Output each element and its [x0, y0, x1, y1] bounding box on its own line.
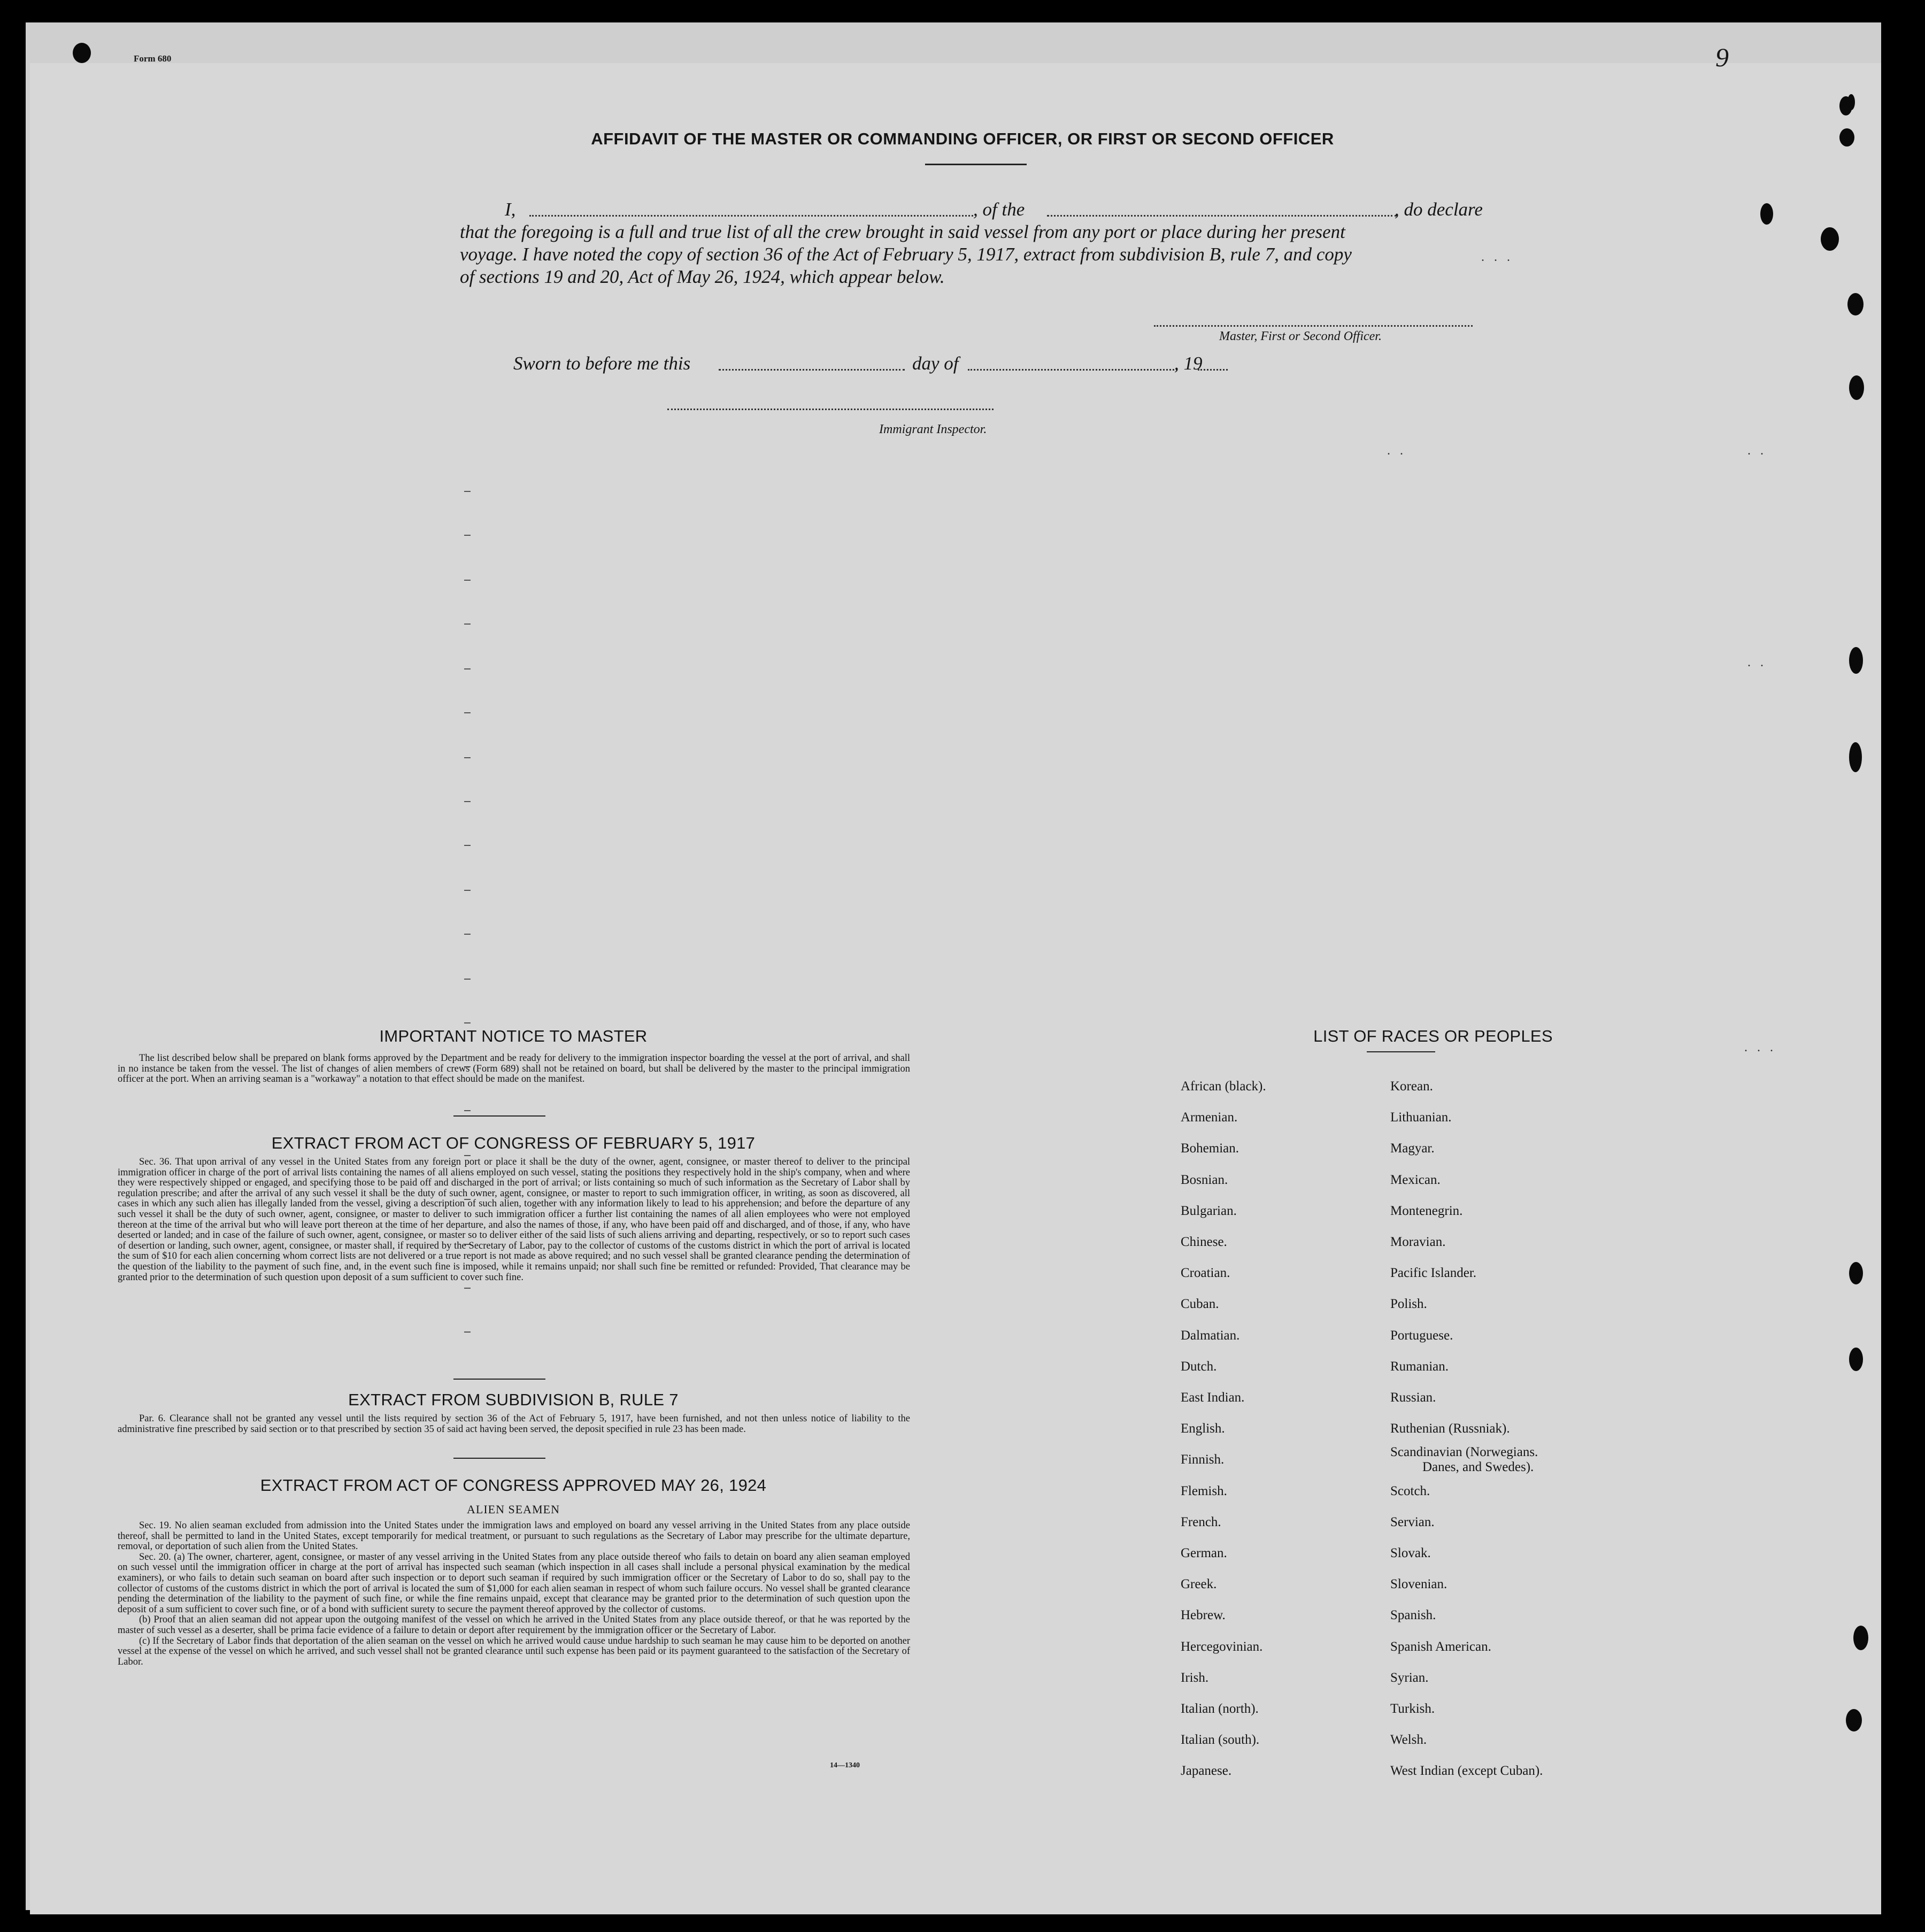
race-item: Italian (south).: [1181, 1733, 1260, 1748]
par-6-paragraph: Par. 6. Clearance shall not be granted any vessel until the lists required by section 36 of the Act of February 5, 1917, have been furnished, and not then unless notice of liability to the administrative fine prescribed by said section or to that prescribed by section 35 of said act having been served, the deposit specified in rule 23 has been made.: [118, 1413, 910, 1435]
binder-hole: [1847, 94, 1855, 110]
declaration-line-4: of sections 19 and 20, Act of May 26, 1924, which appear below.: [460, 266, 945, 287]
alien-seamen-subtitle: ALIEN SEAMEN: [467, 1503, 560, 1516]
margin-tick: [464, 1288, 471, 1289]
sec-36-paragraph: Sec. 36. That upon arrival of any vessel in the United States from any foreign port or place it shall be the duty of the owner, agent, consignee, or master thereof to deliver to the principal immigration officer in charge of the port of arrival lists containing the names of all aliens employed on such vessel, stating the positions they respectively hold in the ship's company, when and where they were respectively shipped or engaged, and specifying those to be paid off and discharged in the port of arrival; or lists containing so much of such information as the Secretary of Labor shall by regulation prescribe; and after the arrival of any such vessel it shall be the duty of such owner, agent, consignee, or master to report to such immigration officer, in writing, as soon as discovered, all cases in which any such alien has illegally landed from the vessel, giving a description of such alien, together with any information likely to lead to his apprehension; and before the departure of any such vessel it shall be the duty of such owner, agent, consignee, or master to deliver to such immigration officer a further list containing the names of all alien employees who were not employed thereon at the time of the arrival but who will leave port thereon at the time of her departure, and also the names of those, if any, who have been paid off and discharged, and of those, if any, who have deserted or landed; and in case of the failure of such owner, agent, consignee, or master so to deliver either of the said lists of such aliens arriving and departing, respectively, or so to report such cases of desertion or landing, such owner, agent, consignee, or master shall, if required by the Secretary of Labor, pay to the collector of customs of the customs district in which the port of arrival is located the sum of $10 for each alien concerning whom correct lists are not delivered or a true report is not made as above required; and no such vessel shall be granted clearance pending the determination of the question of the liability to the payment of such fine, and, in the event such fine is imposed, while it remains unpaid; nor shall such fine be remitted or refunded: Provided, That clearance may be granted prior to the determination of such question upon deposit of a sum sufficient to cover such fine.: [118, 1157, 910, 1283]
margin-tick: [464, 1110, 471, 1111]
sworn-year-prefix: , 19: [1174, 353, 1203, 374]
binder-hole: [1760, 203, 1773, 225]
form-number: Form 680: [134, 53, 172, 64]
master-caption: Master, First or Second Officer.: [1219, 329, 1382, 343]
binder-hole: [1849, 742, 1862, 772]
sec-20a-paragraph: Sec. 20. (a) The owner, charterer, agent, consignee, or master of any vessel arriving in the United States from any place outside thereof who fails to detain on board any alien seaman employed on such vessel until the immigration officer in charge at the port of arrival has inspected such seaman (which inspection in all cases shall include a personal physical examination by the medical examiners), or who fails to detain such seaman on board after such inspection or to deport such seaman if required by such immigration officer or the Secretary of Labor to do so, shall pay to the collector of customs of the customs district in which the port of arrival is located the sum of $1,000 for each alien seaman in respect of whom such failure occurs. No vessel shall be granted clearance pending the determination of the liability to the payment of such fine, or while the fine remains unpaid, except that clearance may be granted prior to the determination of such question upon the deposit of a sum sufficient to cover such fine, or of a bond with sufficient surety to secure the payment thereof approved by the collector of customs.: [118, 1551, 910, 1615]
section-rule: [453, 1115, 545, 1117]
sworn-month-field[interactable]: [968, 369, 1177, 371]
declaration-line-2: that the foregoing is a full and true list of all the crew brought in said vessel from any port or place during her present: [460, 221, 1345, 242]
binder-hole: [1849, 1348, 1863, 1371]
margin-tick: [464, 1331, 471, 1333]
sec-20c-paragraph: (c) If the Secretary of Labor finds that deportation of the alien seaman on the vessel on which he arrived would cause undue hardship to such seaman he may cause him to be deported on another vessel at the expense of the vessel on which he arrived, and such vessel shall not be granted clearance until such expense has been paid or its payment guaranteed to the satisfaction of the Secretary of Labor.: [118, 1635, 910, 1667]
race-item: Croatian.: [1181, 1266, 1230, 1281]
race-item: Irish.: [1181, 1670, 1209, 1685]
race-item: Dutch.: [1181, 1359, 1217, 1374]
declaration-i: I,: [505, 199, 516, 220]
sworn-day-of: day of: [912, 353, 959, 374]
declaration-line-3: voyage. I have noted the copy of section 36 of the Act of February 5, 1917, extract from subdivision B, rule 7, and copy: [460, 244, 1352, 265]
race-item: Slovak.: [1390, 1546, 1431, 1560]
race-item: Lithuanian.: [1390, 1110, 1452, 1125]
race-item: German.: [1181, 1546, 1227, 1560]
extract-1924-title: EXTRACT FROM ACT OF CONGRESS APPROVED MAY 26, 1924: [260, 1476, 767, 1495]
stray-marks: . .: [1747, 656, 1767, 669]
race-item: Portuguese.: [1390, 1328, 1453, 1343]
extract-1917-text: [118, 1157, 910, 1283]
margin-tick: [464, 535, 471, 536]
scandinavian-continuation: Danes, and Swedes).: [1422, 1460, 1534, 1474]
race-item: African (black).: [1181, 1079, 1266, 1094]
title-rule: [925, 164, 1027, 165]
race-item: Dalmatian.: [1181, 1328, 1240, 1343]
race-item: East Indian.: [1181, 1390, 1245, 1405]
race-item: Turkish.: [1390, 1702, 1435, 1716]
race-item: Italian (north).: [1181, 1702, 1259, 1716]
stray-marks: . . .: [1744, 1041, 1776, 1054]
margin-tick: [464, 757, 471, 758]
binder-hole: [1849, 647, 1863, 674]
extract-1917-title: EXTRACT FROM ACT OF CONGRESS OF FEBRUARY 5, 1917: [271, 1134, 756, 1152]
race-item: Moravian.: [1390, 1235, 1446, 1249]
vessel-name-field[interactable]: [1047, 215, 1397, 217]
notice-title: IMPORTANT NOTICE TO MASTER: [379, 1027, 648, 1045]
race-item: Spanish.: [1390, 1608, 1436, 1623]
race-item: Bulgarian.: [1181, 1203, 1237, 1218]
sworn-year-field[interactable]: [1198, 369, 1228, 371]
margin-tick: [464, 890, 471, 891]
margin-tick: [464, 845, 471, 846]
stray-marks: . . .: [1481, 250, 1513, 264]
declaration-do-declare: , do declare: [1395, 199, 1483, 220]
race-item: English.: [1181, 1421, 1225, 1436]
race-item: Servian.: [1390, 1514, 1435, 1529]
affidavit-title: AFFIDAVIT OF THE MASTER OR COMMANDING OFFICER, OR FIRST OR SECOND OFFICER: [591, 129, 1334, 148]
race-item: Finnish.: [1181, 1452, 1225, 1467]
punch-hole-top-left: [73, 43, 91, 63]
race-item: Pacific Islander.: [1390, 1266, 1477, 1281]
race-item: Hebrew.: [1181, 1608, 1226, 1623]
race-item: Bosnian.: [1181, 1172, 1228, 1187]
master-signature-line[interactable]: [1154, 325, 1473, 327]
race-item: French.: [1181, 1514, 1221, 1529]
page-number: 9: [1715, 42, 1729, 72]
binder-hole: [1849, 1262, 1863, 1284]
race-item: Slovenian.: [1390, 1577, 1447, 1592]
race-item: Russian.: [1390, 1390, 1436, 1405]
extract-1924-text: [118, 1521, 910, 1667]
race-item: Scotch.: [1390, 1483, 1430, 1498]
margin-tick: [464, 1155, 471, 1156]
binder-hole: [1846, 1709, 1862, 1731]
binder-hole: [1849, 375, 1864, 400]
binder-hole: [1853, 1626, 1868, 1650]
race-item: Syrian.: [1390, 1670, 1429, 1685]
section-rule: [453, 1458, 545, 1459]
inspector-caption: Immigrant Inspector.: [879, 422, 987, 436]
race-item: West Indian (except Cuban).: [1390, 1764, 1543, 1779]
declarant-name-field[interactable]: [529, 215, 973, 217]
margin-tick: [464, 801, 471, 802]
declaration-of-the: , of the: [973, 199, 1025, 220]
race-item: Welsh.: [1390, 1733, 1427, 1748]
notice-text: [118, 1053, 910, 1085]
margin-tick: [464, 934, 471, 935]
race-item: Greek.: [1181, 1577, 1217, 1592]
section-rule: [453, 1379, 545, 1380]
race-item: Cuban.: [1181, 1297, 1219, 1312]
margin-tick: [464, 668, 471, 669]
extract-rule7-title: EXTRACT FROM SUBDIVISION B, RULE 7: [348, 1390, 679, 1409]
races-title-rule: [1367, 1051, 1435, 1052]
margin-tick: [464, 491, 471, 492]
race-item: Korean.: [1390, 1079, 1433, 1094]
race-item: Polish.: [1390, 1297, 1427, 1312]
race-item: Mexican.: [1390, 1172, 1441, 1187]
margin-tick: [464, 1022, 471, 1023]
race-item: Rumanian.: [1390, 1359, 1449, 1374]
margin-tick: [464, 624, 471, 625]
inspector-signature-line[interactable]: [667, 409, 994, 410]
sec-20b-paragraph: (b) Proof that an alien seaman did not appear upon the outgoing manifest of the vessel on which he arrived in the United States from any place outside thereof, or that he was reported by the master of such vessel as a deserter, shall be prima facie evidence of a failure to detain or deport after requirement by the immigration officer or the Secretary of Labor.: [118, 1614, 910, 1636]
race-item: Magyar.: [1390, 1141, 1435, 1156]
margin-tick: [464, 580, 471, 581]
race-item: Armenian.: [1181, 1110, 1238, 1125]
race-item: Hercegovinian.: [1181, 1639, 1263, 1654]
race-item: Japanese.: [1181, 1764, 1232, 1779]
stray-marks: . .: [1387, 444, 1406, 458]
binder-hole: [1821, 227, 1839, 251]
race-item: Scandinavian (Norwegians.: [1390, 1445, 1538, 1460]
notice-paragraph: The list described below shall be prepared on blank forms approved by the Department and be ready for delivery to the immigration inspector boarding the vessel at the port of arrival, and shall in no instance be taken from the vessel. The list of changes of alien members of crews (Form 689) shall not be retained on board, but shall be delivered by the master to the principal immigration officer at the port. When an arriving seaman is a "workaway" a notation to that effect should be made on the manifest.: [118, 1053, 910, 1085]
margin-tick: [464, 979, 471, 980]
print-code: 14—1340: [830, 1761, 860, 1769]
race-item: Chinese.: [1181, 1235, 1227, 1249]
margin-tick: [464, 712, 471, 713]
stray-marks: . .: [1747, 444, 1767, 458]
extract-rule7-text: [118, 1414, 910, 1435]
sworn-prefix: Sworn to before me this: [513, 353, 691, 374]
race-item: Bohemian.: [1181, 1141, 1239, 1156]
race-item: Montenegrin.: [1390, 1203, 1463, 1218]
race-item: Spanish American.: [1390, 1639, 1491, 1654]
race-item: Flemish.: [1181, 1483, 1227, 1498]
sec-19-paragraph: Sec. 19. No alien seaman excluded from admission into the United States under the immigration laws and employed on board any vessel arriving in the United States from any place outside thereof, shall be permitted to land in the United States, except temporarily for medical treatment, or pursuant to such regulations as the Secretary of Labor may prescribe for the ultimate departure, removal, or deportation of such alien from the United States.: [118, 1520, 910, 1552]
races-title: LIST OF RACES OR PEOPLES: [1313, 1027, 1553, 1045]
race-item: Ruthenian (Russniak).: [1390, 1421, 1510, 1436]
binder-hole: [1847, 293, 1864, 315]
sworn-day-field[interactable]: [719, 369, 905, 371]
